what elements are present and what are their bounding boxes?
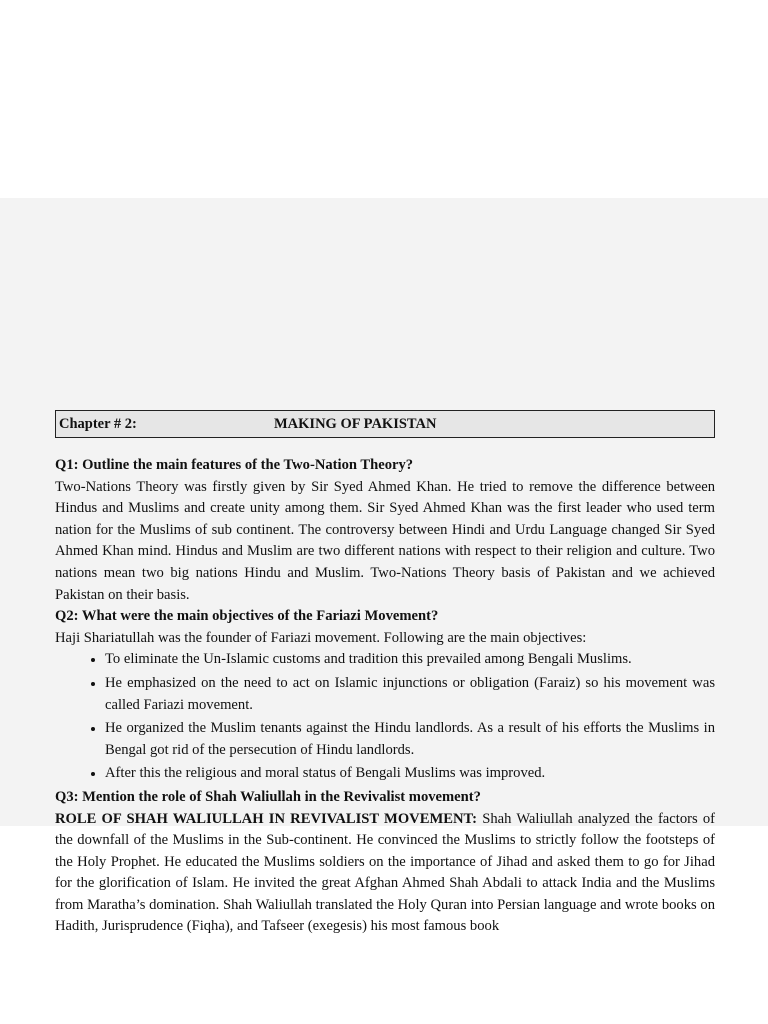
answer-3-text: Shah Waliullah analyzed the factors of the downfall of the Muslims in the Sub-continent. He convinced the Muslims to strictly follow the footsteps of the Holy Prophet. He educated the Muslims soldiers on the importance of Jihad and asked them to go for Jihad for the glorification of Islam. He invited the great Afghan Ahmed Shah Abdali to attack India and the Muslims from Maratha’s domination. Shah Waliullah translated the Holy Quran into Persian language and wrote books on Hadith, Jurisprudence (Fiqha), and Tafseer (exegesis) his most famous book [55,810,715,935]
document-page [0,198,768,935]
list-item: • After this the religious and moral status of Bengali Muslims was improved. [105,763,715,785]
document-body [55,410,715,938]
chapter-content [55,455,715,938]
question-1: Q1: Outline the main features of the Two-Nation Theory? [55,457,414,473]
answer-3-heading: ROLE OF SHAH WALIULLAH IN REVIVALIST MOVEMENT: [55,810,478,827]
list-item: • He emphasized on the need to act on Islamic injunctions or obligation (Faraiz) so his movement was called Fariazi movement. [105,673,715,716]
list-item: • To eliminate the Un-Islamic customs and tradition this prevailed among Bengali Muslims. [105,649,715,671]
chapter-header [55,410,715,438]
question-2: Q2: What were the main objectives of the Fariazi Movement? [55,608,439,625]
chapter-title: MAKING OF PAKISTAN [274,416,437,432]
question-3: Q3: Mention the role of Shah Waliullah in the Revivalist movement? [55,788,481,805]
chapter-number: Chapter # 2: [59,416,137,432]
answer-1: Two-Nations Theory was firstly given by Sir Syed Ahmed Khan. He tried to remove the difference between Hindus and Muslims and create unity among them. Sir Syed Ahmed Khan was the first leader who used term nation for the Muslims of sub continent. The controversy between Hindi and Urdu Language changed Sir Syed Ahmed Khan mind. Hindus and Muslim are two different nations with respect to their religion and culture. Two nations mean two big nations Hindu and Muslim. Two-Nations Theory basis of Pakistan and we achieved Pakistan on their basis. [55,478,715,603]
answer-3 [55,809,715,939]
answer-2-intro: Haji Shariatullah was the founder of Fariazi movement. Following are the main objectives: [55,629,587,646]
objectives-list [55,649,715,785]
list-item: • He organized the Muslim tenants against the Hindu landlords. As a result of his efforts the Muslims in Bengal got rid of the persecution of Hindu landlords. [105,718,715,761]
